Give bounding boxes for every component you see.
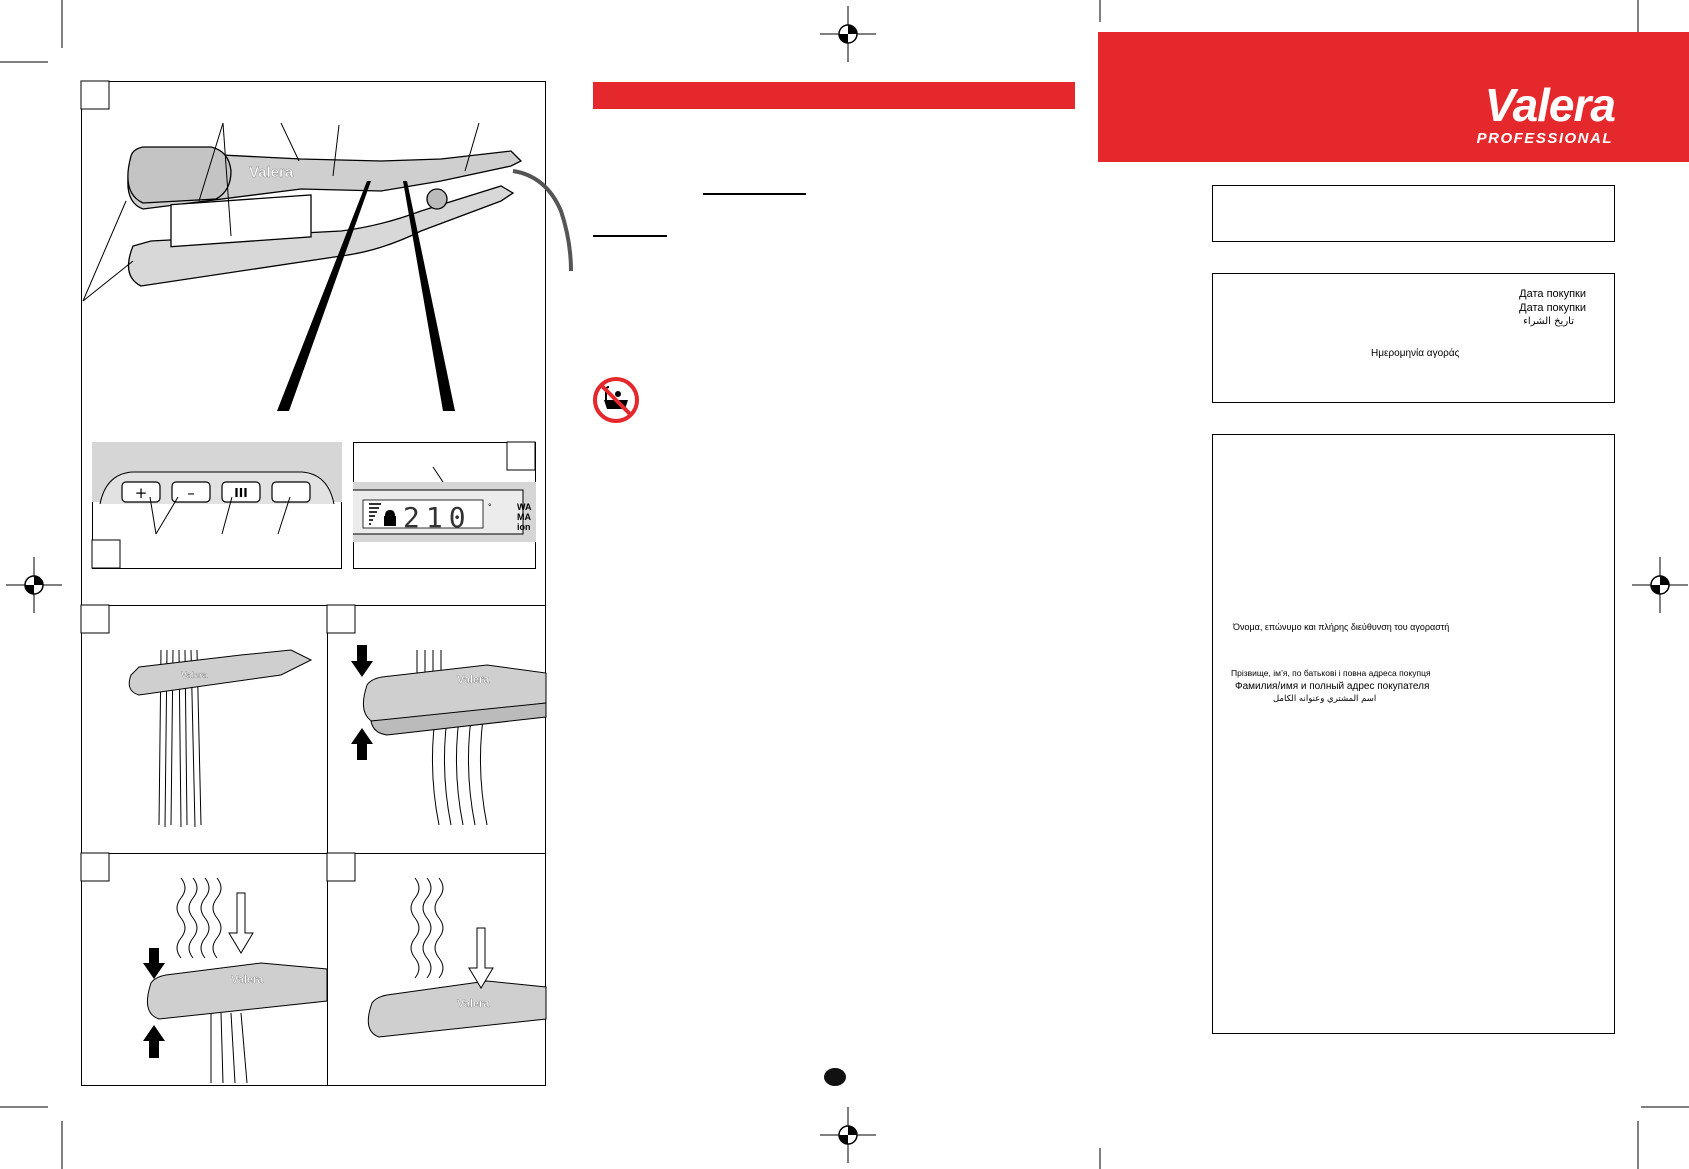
registration-mark-icon — [4, 555, 64, 615]
purchase-date-uk: Дата покупки — [1519, 302, 1586, 314]
purchase-date-box — [1212, 273, 1615, 403]
brand-tagline: PROFESSIONAL — [1476, 130, 1613, 147]
display-temperature: 210 — [403, 501, 472, 534]
underline-rule — [703, 193, 806, 195]
buyer-name-ar: اسم المشتري وعنوانه الكامل — [1273, 694, 1377, 704]
registration-mark-icon — [818, 4, 878, 64]
svg-text:WA: WA — [517, 502, 532, 512]
section-title-bar — [593, 82, 1075, 109]
display-detail-figure — [353, 442, 536, 569]
hair-figure-3 — [81, 853, 327, 1086]
svg-text:MA: MA — [517, 512, 531, 522]
svg-text:Valera: Valera — [457, 674, 490, 686]
buyer-name-uk: Прізвище, ім’я, по батькові і повна адреса покупця — [1231, 668, 1431, 678]
coupon-box-top — [1212, 185, 1615, 242]
page-number-dot — [824, 1068, 846, 1086]
controls-detail-figure — [92, 442, 342, 569]
svg-text:°: ° — [488, 502, 492, 512]
svg-text:Valera: Valera — [249, 164, 294, 181]
svg-text:III: III — [234, 486, 248, 500]
buyer-address-box — [1212, 434, 1615, 1034]
buyer-name-ru: Фамилия/имя и полный адрес покупателя — [1235, 681, 1430, 692]
hair-figure-4 — [327, 853, 546, 1086]
registration-mark-icon — [818, 1105, 878, 1165]
underline-rule — [593, 235, 667, 237]
no-bath-warning-icon — [592, 376, 640, 424]
svg-text:ion: ion — [517, 522, 531, 532]
plus-button-glyph: + — [134, 484, 148, 502]
purchase-date-el: Ημερομηνία αγοράς — [1371, 348, 1460, 359]
brand-logo: Valera — [1484, 79, 1615, 131]
brand-header — [1098, 32, 1689, 162]
purchase-date-ar: تاريخ الشراء — [1523, 316, 1574, 327]
hair-figure-1 — [81, 605, 327, 853]
lock-icon — [384, 510, 396, 526]
registration-mark-icon — [1630, 555, 1689, 615]
hair-figure-2 — [327, 605, 546, 853]
svg-text:Valera: Valera — [181, 670, 208, 680]
purchase-date-ru: Дата покупки — [1519, 288, 1586, 300]
svg-text:–: – — [187, 484, 195, 502]
svg-text:Valera: Valera — [231, 974, 264, 986]
svg-text:Valera: Valera — [457, 998, 490, 1010]
buyer-name-el: Όνομα, επώνυμο και πλήρης διεύθυνση του αγοραστή — [1233, 622, 1450, 632]
